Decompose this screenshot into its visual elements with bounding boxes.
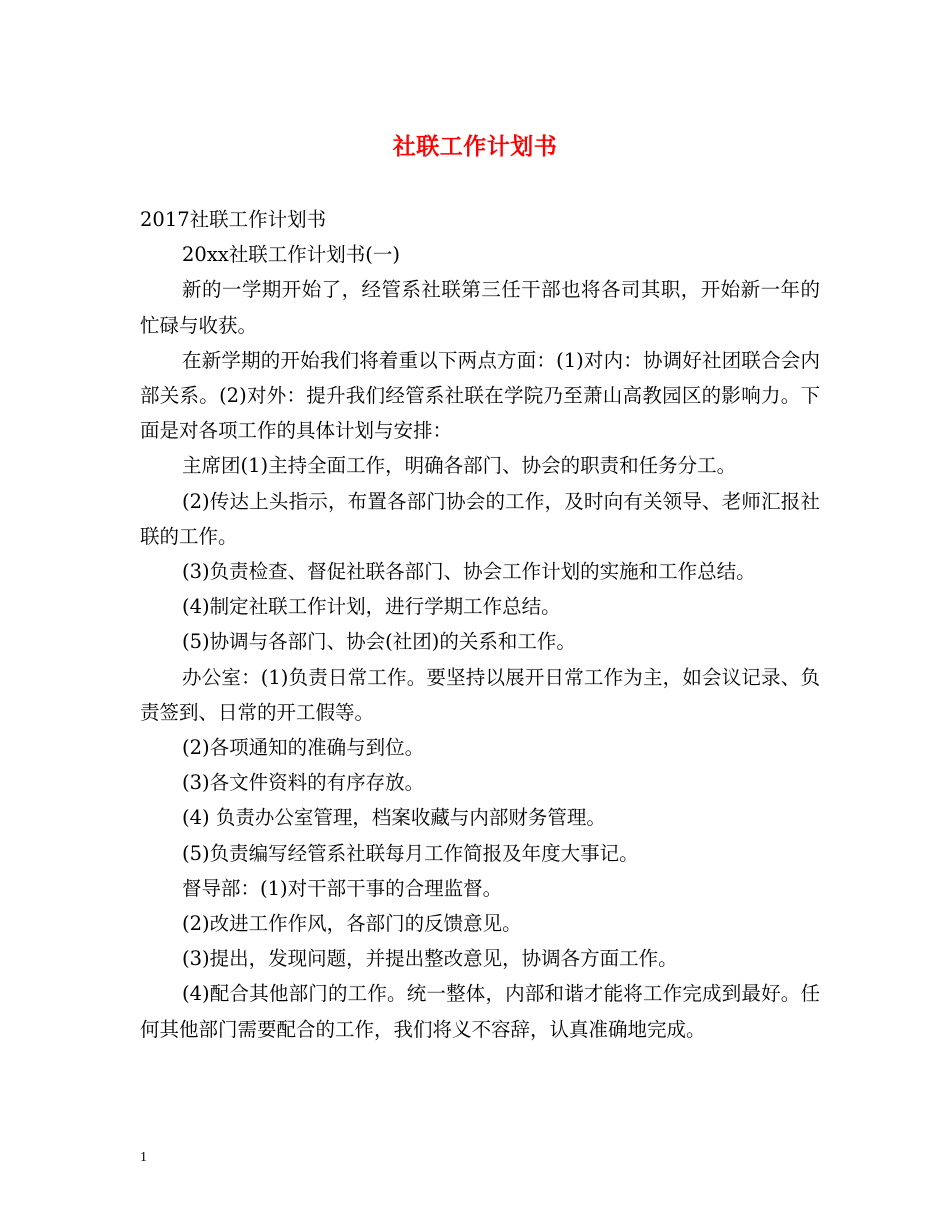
document-body	[140, 202, 820, 1047]
paragraph: (5)协调与各部门、协会(社团)的关系和工作。	[182, 630, 576, 654]
paragraph: 督导部：(1)对干部干事的合理监督。	[182, 876, 503, 900]
paragraph: (5)负责编写经管系社联每月工作简报及年度大事记。	[182, 841, 639, 865]
paragraph: (4)制定社联工作计划，进行学期工作总结。	[182, 595, 561, 619]
paragraph: 在新学期的开始我们将着重以下两点方面：(1)对内：协调好社团联合会内部关系。(2)对外：提升我们经管系社联在学院乃至萧山高教园区的影响力。下面是对各项工作的具体计划与安排：	[140, 348, 820, 443]
paragraph: (3)负责检查、督促社联各部门、协会工作计划的实施和工作总结。	[182, 560, 756, 584]
page-number: 1	[140, 1150, 147, 1165]
paragraph: (3)各文件资料的有序存放。	[182, 771, 425, 795]
paragraph-section-heading: 20xx社联工作计划书(一)	[182, 243, 401, 267]
paragraph: (4) 负责办公室管理，档案收藏与内部财务管理。	[182, 806, 606, 830]
paragraph: (2)传达上头指示，布置各部门协会的工作，及时向有关领导、老师汇报社联的工作。	[140, 489, 820, 548]
paragraph: (4)配合其他部门的工作。统一整体，内部和谐才能将工作完成到最好。任何其他部门需要配合的工作，我们将义不容辞，认真准确地完成。	[140, 982, 820, 1041]
paragraph: (3)提出，发现问题，并提出整改意见，协调各方面工作。	[182, 947, 678, 971]
paragraph: (2)各项通知的准确与到位。	[182, 736, 425, 760]
paragraph: (2)改进工作作风，各部门的反馈意见。	[182, 912, 522, 936]
paragraph-subtitle: 2017社联工作计划书	[140, 208, 327, 231]
paragraph: 新的一学期开始了，经管系社联第三任干部也将各司其职，开始新一年的忙碌与收获。	[140, 278, 820, 337]
paragraph: 办公室：(1)负责日常工作。要坚持以展开日常工作为主，如会议记录、负责签到、日常的开工假等。	[140, 665, 820, 724]
paragraph: 主席团(1)主持全面工作，明确各部门、协会的职责和任务分工。	[182, 454, 737, 478]
document-title: 社联工作计划书	[392, 133, 558, 160]
